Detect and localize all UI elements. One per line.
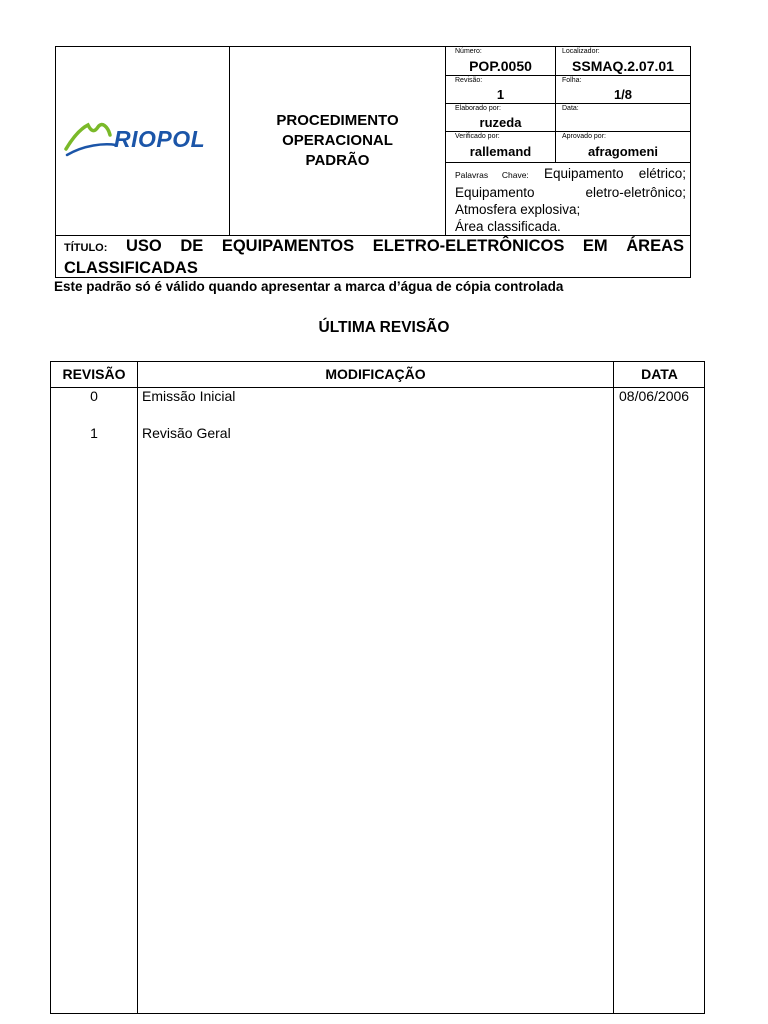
localizador-cell bbox=[556, 47, 690, 75]
aprovado-label: Aprovado por: bbox=[562, 133, 606, 140]
revision-number: 1 bbox=[90, 425, 98, 441]
aprovado-value: afragomeni bbox=[587, 144, 659, 159]
document-title-line bbox=[64, 236, 684, 258]
localizador-label: Localizador: bbox=[562, 48, 600, 55]
document-type bbox=[230, 111, 445, 171]
keyword: Área classificada. bbox=[455, 219, 561, 234]
verificado-cell bbox=[446, 132, 556, 162]
revision-modification: Emissão Inicial bbox=[142, 388, 236, 404]
revisao-label: Revisão: bbox=[455, 77, 483, 84]
column-header-data: DATA bbox=[641, 366, 678, 382]
aprovado-cell bbox=[556, 132, 690, 162]
table-row bbox=[51, 388, 704, 408]
title-label: TÍTULO: bbox=[64, 242, 108, 254]
revision-date: 08/06/2006 bbox=[619, 388, 690, 404]
meta-row-numero bbox=[446, 47, 690, 76]
column-divider bbox=[613, 362, 614, 1013]
keyword: Equipamento eletro-eletrônico; bbox=[455, 185, 686, 200]
keywords-cell bbox=[446, 163, 690, 235]
document-type-line: OPERACIONAL bbox=[282, 132, 393, 149]
folha-cell bbox=[556, 76, 690, 103]
elaborado-value: ruzeda bbox=[479, 115, 522, 130]
verificado-value: rallemand bbox=[469, 144, 532, 159]
meta-row-verificado bbox=[446, 132, 690, 163]
revision-modification: Revisão Geral bbox=[142, 425, 231, 441]
logo-text: RIOPOL bbox=[114, 126, 206, 152]
document-type-cell bbox=[230, 47, 446, 235]
revision-number: 0 bbox=[90, 388, 98, 404]
folha-value: 1/8 bbox=[613, 87, 633, 102]
folha-label: Folha: bbox=[562, 77, 582, 84]
company-logo bbox=[64, 115, 224, 165]
data-cell bbox=[556, 104, 690, 131]
meta-row-elaborado bbox=[446, 104, 690, 132]
elaborado-label: Elaborado por: bbox=[455, 105, 501, 112]
data-label: Data: bbox=[562, 105, 579, 112]
verificado-label: Verificado por: bbox=[455, 133, 500, 140]
column-divider bbox=[137, 362, 138, 1013]
section-title: ÚLTIMA REVISÃO bbox=[318, 319, 450, 336]
meta-row-revisao bbox=[446, 76, 690, 104]
document-header bbox=[55, 46, 691, 236]
document-title-line: CLASSIFICADAS bbox=[64, 259, 198, 277]
localizador-value: SSMAQ.2.07.01 bbox=[572, 58, 674, 74]
numero-value: POP.0050 bbox=[469, 58, 532, 74]
column-header-revisao: REVISÃO bbox=[62, 366, 126, 382]
revision-table bbox=[50, 361, 705, 1014]
keyword: Equipamento elétrico; bbox=[543, 166, 686, 181]
keywords-label: Palavras Chave: bbox=[455, 170, 529, 180]
validity-note: Este padrão só é válido quando apresentar a marca d’água de cópia controlada bbox=[54, 279, 564, 294]
keywords bbox=[455, 165, 686, 235]
numero-cell bbox=[446, 47, 556, 75]
column-header-modificacao: MODIFICAÇÃO bbox=[325, 366, 426, 382]
metadata-grid bbox=[446, 47, 690, 163]
revisao-cell bbox=[446, 76, 556, 103]
numero-label: Número: bbox=[455, 48, 482, 55]
elaborado-cell bbox=[446, 104, 556, 131]
document-type-line: PROCEDIMENTO bbox=[276, 112, 399, 129]
keyword: Atmosfera explosiva; bbox=[455, 202, 581, 217]
document-type-line: PADRÃO bbox=[305, 152, 370, 169]
document-title-text: USO DE EQUIPAMENTOS ELETRO-ELETRÔNICOS EM ÁREAS bbox=[125, 237, 684, 255]
document-title bbox=[64, 236, 684, 278]
keywords-line bbox=[455, 165, 686, 184]
table-row bbox=[51, 425, 704, 445]
document-title-row bbox=[55, 235, 691, 278]
revisao-value: 1 bbox=[496, 87, 505, 102]
logo-cell bbox=[56, 47, 230, 235]
